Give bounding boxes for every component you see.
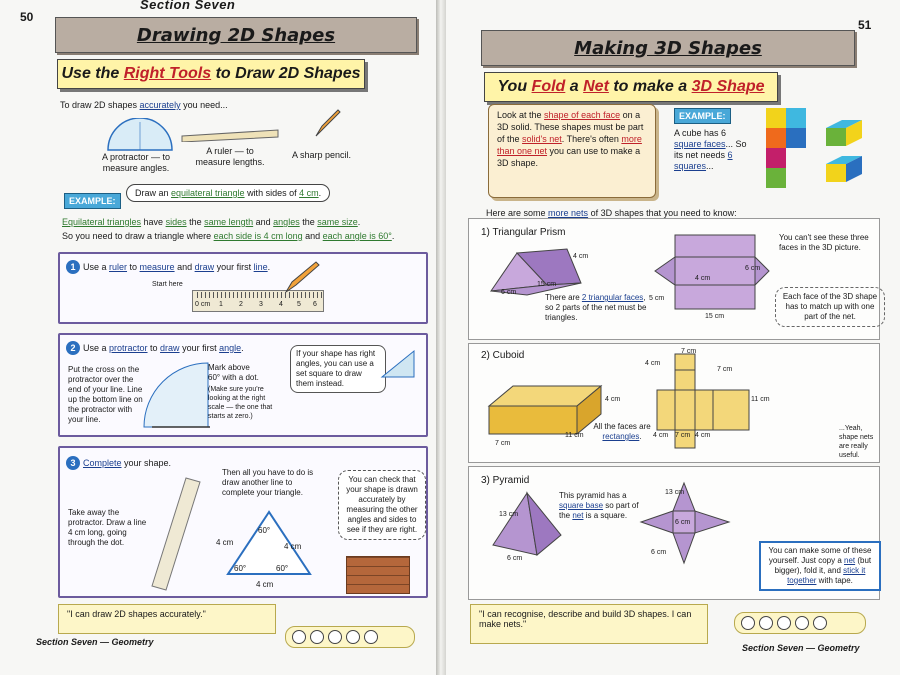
step-2-instructions: Put the cross on the protractor over the end of your line. Line up the bottom line on the protractor with your line. <box>68 365 143 424</box>
rating-circle[interactable] <box>310 630 324 644</box>
pyramid-panel <box>468 466 880 600</box>
page-number: 50 <box>20 10 34 24</box>
net-label: 11 cm <box>751 396 770 403</box>
pyramid-note: This pyramid has a square base so part of the net is a square. <box>559 491 639 520</box>
cuboid-width-label: 7 cm <box>495 440 511 447</box>
side-left-label: 4 cm <box>216 538 234 547</box>
step-1-box <box>58 252 428 324</box>
ruler-tick: 5 <box>297 301 301 308</box>
cuboid-diagram <box>485 382 605 438</box>
step-3-instructions: Take away the protractor. Draw a line 4 cm long, going through the dot. <box>68 508 147 547</box>
ruler-tick: 0 cm <box>195 301 211 308</box>
rating-circle[interactable] <box>292 630 306 644</box>
self-assessment <box>734 612 866 634</box>
prism-note: There are 2 triangular faces, so 2 parts of the net must be triangles. <box>545 293 647 322</box>
explain-line-1: Equilateral triangles have sides the same length and angles the same size. <box>62 217 361 227</box>
set-square-tip: If your shape has right angles, you can use a set square to draw them instead. <box>290 345 386 393</box>
step-2-box <box>58 333 428 437</box>
net-label: 6 cm <box>651 549 667 556</box>
left-page <box>0 0 438 675</box>
rating-circle[interactable] <box>364 630 378 644</box>
net-label: 7 cm <box>675 432 691 439</box>
net-label: 4 cm <box>653 432 669 439</box>
cuboid-panel <box>468 343 880 463</box>
learning-quote: "I can recognise, describe and build 3D shapes. I can make nets." <box>470 604 708 644</box>
step-2-text: 2 Use a protractor to draw your first angle. <box>66 341 244 355</box>
net-label: 5 cm <box>649 295 665 302</box>
ruler-icon <box>150 474 202 592</box>
prism-length-label: 15 cm <box>537 281 557 288</box>
net-label: 4 cm <box>695 275 711 282</box>
tool-ruler-label: A ruler — to measure lengths. <box>195 146 265 167</box>
ruler-tick: 4 <box>279 301 283 308</box>
angle-right-label: 60° <box>276 564 289 573</box>
step-3-then: Then all you have to do is draw another line to complete your triangle. <box>222 468 314 497</box>
set-square-icon <box>380 349 416 379</box>
mark-label: Mark above 60° with a dot. <box>208 363 259 382</box>
pyramid-heading: 3) Pyramid <box>481 475 530 486</box>
self-assessment <box>285 626 415 648</box>
step-1-text: 1 Use a ruler to measure and draw your first line. <box>66 260 270 274</box>
prism-height-label: 4 cm <box>573 253 589 260</box>
cuboid-height-label: 4 cm <box>605 396 621 403</box>
pyramid-tip: You can make some of these yourself. Just copy a net (but bigger), fold it, and stick it together with tape. <box>759 541 881 591</box>
rating-circle[interactable] <box>813 616 827 630</box>
example-tag: EXAMPLE: <box>674 108 731 124</box>
rating-circle[interactable] <box>741 616 755 630</box>
pyramid-diagram <box>489 489 565 559</box>
page-title: Drawing 2D Shapes <box>55 17 417 53</box>
brick-wall <box>346 556 410 594</box>
footer-section: Section Seven — Geometry <box>36 637 154 647</box>
ruler-tick: 3 <box>259 301 263 308</box>
example-tag: EXAMPLE: <box>64 193 121 209</box>
net-label: 7 cm <box>681 348 697 355</box>
cube-example-text: A cube has 6 square faces... So its net needs 6 squares... <box>674 128 747 171</box>
prism-net-diagram <box>653 231 771 319</box>
cuboid-heading: 2) Cuboid <box>481 350 525 361</box>
check-tip: You can check that your shape is drawn accurately by measuring the other angles and sides to see if they are right. <box>338 470 426 540</box>
match-note: Each face of the 3D shape has to match up with one part of the net. <box>775 287 885 327</box>
pencil-icon <box>282 260 322 294</box>
ruler-icon <box>180 128 280 142</box>
net-label: 7 cm <box>717 366 733 373</box>
prism-depth-label: 6 cm <box>501 289 517 296</box>
hidden-faces-note: You can't see these three faces in the 3D picture. <box>779 233 869 252</box>
net-label: 4 cm <box>695 432 711 439</box>
net-label: 6 cm <box>745 265 761 272</box>
pencil-icon <box>312 108 342 138</box>
net-label: 13 cm <box>665 489 685 496</box>
ruler-tick: 2 <box>239 301 243 308</box>
subtitle-banner: Use the Right Tools to Draw 2D Shapes <box>57 59 365 89</box>
subtitle-banner: You Fold a Net to make a 3D Shape <box>484 72 778 102</box>
pyramid-base-label: 6 cm <box>507 555 523 562</box>
protractor-icon <box>142 361 212 429</box>
ruler-tick: 1 <box>219 301 223 308</box>
net-label: 4 cm <box>645 360 661 367</box>
intro-text: To draw 2D shapes accurately you need... <box>60 100 228 110</box>
nets-intro: Here are some more nets of 3D shapes that you need to know: <box>486 208 737 218</box>
footer-section: Section Seven — Geometry <box>742 643 860 653</box>
prism-heading: 1) Triangular Prism <box>481 227 566 238</box>
side-right-label: 4 cm <box>284 542 302 551</box>
cube-net-diagram <box>762 104 882 192</box>
rating-circle[interactable] <box>328 630 342 644</box>
right-page <box>446 0 900 675</box>
angle-top-label: 60° <box>258 526 271 535</box>
pyramid-slant-label: 13 cm <box>499 511 519 518</box>
example-box: Draw an equilateral triangle with sides of 4 cm. <box>126 184 330 202</box>
net-speech: ...Yeah, shape nets are really useful. <box>839 425 874 459</box>
angle-left-label: 60° <box>234 564 247 573</box>
cuboid-note: All the faces are rectangles. <box>593 422 651 441</box>
explain-line-2: So you need to draw a triangle where each side is 4 cm long and each angle is 60°. <box>62 231 395 241</box>
page-title: Making 3D Shapes <box>481 30 855 66</box>
protractor-icon <box>105 118 175 154</box>
mark-note: (Make sure you're looking at the right scale — the one that starts at zero.) <box>208 386 273 420</box>
rating-circle[interactable] <box>795 616 809 630</box>
rating-circle[interactable] <box>346 630 360 644</box>
prism-panel <box>468 218 880 340</box>
page-number: 51 <box>858 18 872 32</box>
cuboid-length-label: 11 cm <box>565 432 584 439</box>
intro-scroll: Look at the shape of each face on a 3D solid. These shapes must be part of the solid's net. There's often more than one net you can use to make a 3D shape. <box>488 104 656 198</box>
tool-protractor-label: A protractor — to measure angles. <box>101 152 171 173</box>
side-bottom-label: 4 cm <box>256 580 274 589</box>
rating-circle[interactable] <box>759 616 773 630</box>
section-header: Section Seven <box>140 0 236 12</box>
rating-circle[interactable] <box>777 616 791 630</box>
net-label: 6 cm <box>675 519 691 526</box>
start-here-label: Start here <box>152 281 183 288</box>
learning-quote: "I can draw 2D shapes accurately." <box>58 604 276 634</box>
step-3-text: 3 Complete your shape. <box>66 456 171 470</box>
step-3-box <box>58 446 428 598</box>
tool-pencil-label: A sharp pencil. <box>292 150 352 160</box>
net-length-label: 15 cm <box>705 313 725 320</box>
ruler-tick: 6 <box>313 301 317 308</box>
